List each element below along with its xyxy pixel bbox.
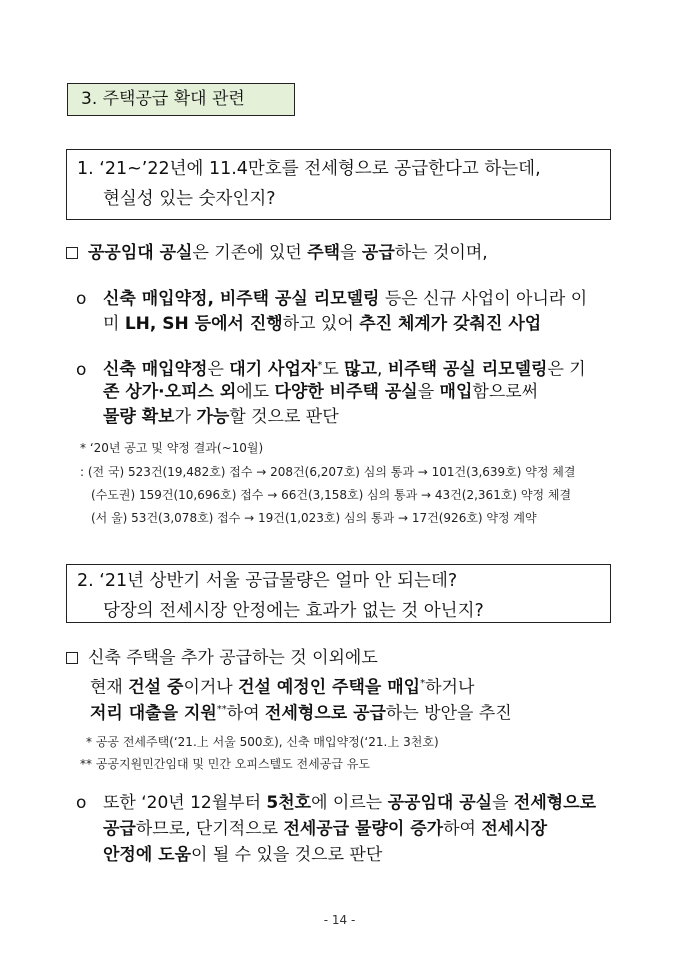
answer-2-paragraph-line-2: 현재 건설 중이거나 건설 예정인 주택을 매입*하거나 (90, 677, 475, 698)
question-box-1 (66, 149, 611, 220)
note-line: * 공공 전세주택(‘21.上 서울 500호), 신축 매입약정(‘21.上 3천호) (86, 735, 439, 749)
note-title: * ‘20년 공고 및 약정 결과(~10월) (80, 441, 264, 455)
answer-2-point-1-line-2: 공급하므로, 단기적으로 전세공급 물량이 증가하여 전세시장 (103, 819, 548, 839)
answer-1-point-2-line-2: 존 상가·오피스 외에도 다양한 비주택 공실을 매입함으로써 (103, 382, 539, 402)
square-bullet-icon (66, 247, 78, 259)
answer-2-point-1-line-1: ο 또한 ‘20년 12월부터 5천호에 이르는 공공임대 공실을 전세형으로 (76, 793, 597, 813)
answer-1-point-1-line-2: 미 LH, SH 등에서 진행하고 있어 추진 체계가 갖춰진 사업 (103, 314, 542, 334)
note-line: (수도권) 159건(10,696호) 접수 → 66건(3,158호) 심의 통과 → 43건(2,361호) 약정 체결 (91, 488, 572, 502)
note-line: (서 울) 53건(3,078호) 접수 → 19건(1,023호) 심의 통과 → 17건(926호) 약정 계약 (91, 511, 537, 525)
answer-2-paragraph-line-3: 저리 대출을 지원**하여 전세형으로 공급하는 방안을 추진 (90, 703, 512, 724)
answer-2-point-1-line-3: 안정에 도움이 될 수 있을 것으로 판단 (103, 845, 383, 865)
answer-1-point-1-line-1: ο 신축 매입약정, 비주택 공실 리모델링 등은 신규 사업이 아니라 이 (76, 289, 588, 309)
question-2-line-2: 당장의 전세시장 안정에는 효과가 없는 것 아닌지? (103, 601, 484, 621)
circle-bullet-icon: ο (76, 289, 87, 309)
answer-2-paragraph-line-1: 신축 주택을 추가 공급하는 것 이외에도 (66, 646, 378, 670)
answer-1-point-2-line-3: 물량 확보가 가능할 것으로 판단 (103, 407, 339, 427)
section-title: 3. 주택공급 확대 관련 (67, 83, 295, 116)
answer-1-point-2-line-1: ο 신축 매입약정은 대기 사업자*도 많고, 비주택 공실 리모델링은 기 (76, 359, 586, 380)
question-1-line-1: 1. ‘21~’22년에 11.4만호를 전세형으로 공급한다고 하는데, (77, 159, 541, 179)
answer-1-paragraph: 공공임대 공실은 기존에 있던 주택을 공급하는 것이며, (66, 241, 488, 265)
question-1-line-2: 현실성 있는 숫자인지? (103, 189, 276, 209)
circle-bullet-icon: ο (76, 793, 87, 813)
question-2-line-1: 2. ‘21년 상반기 서울 공급물량은 얼마 안 되는데? (77, 571, 458, 591)
question-box-2 (66, 564, 611, 623)
note-line: ** 공공지원민간임대 및 민간 오피스텔도 전세공급 유도 (80, 757, 370, 771)
circle-bullet-icon: ο (76, 359, 87, 380)
square-bullet-icon (66, 652, 78, 664)
page-number: - 14 - (323, 913, 356, 927)
note-line: : (전 국) 523건(19,482호) 접수 → 208건(6,207호) 심의 통과 → 101건(3,639호) 약정 체결 (80, 465, 576, 479)
